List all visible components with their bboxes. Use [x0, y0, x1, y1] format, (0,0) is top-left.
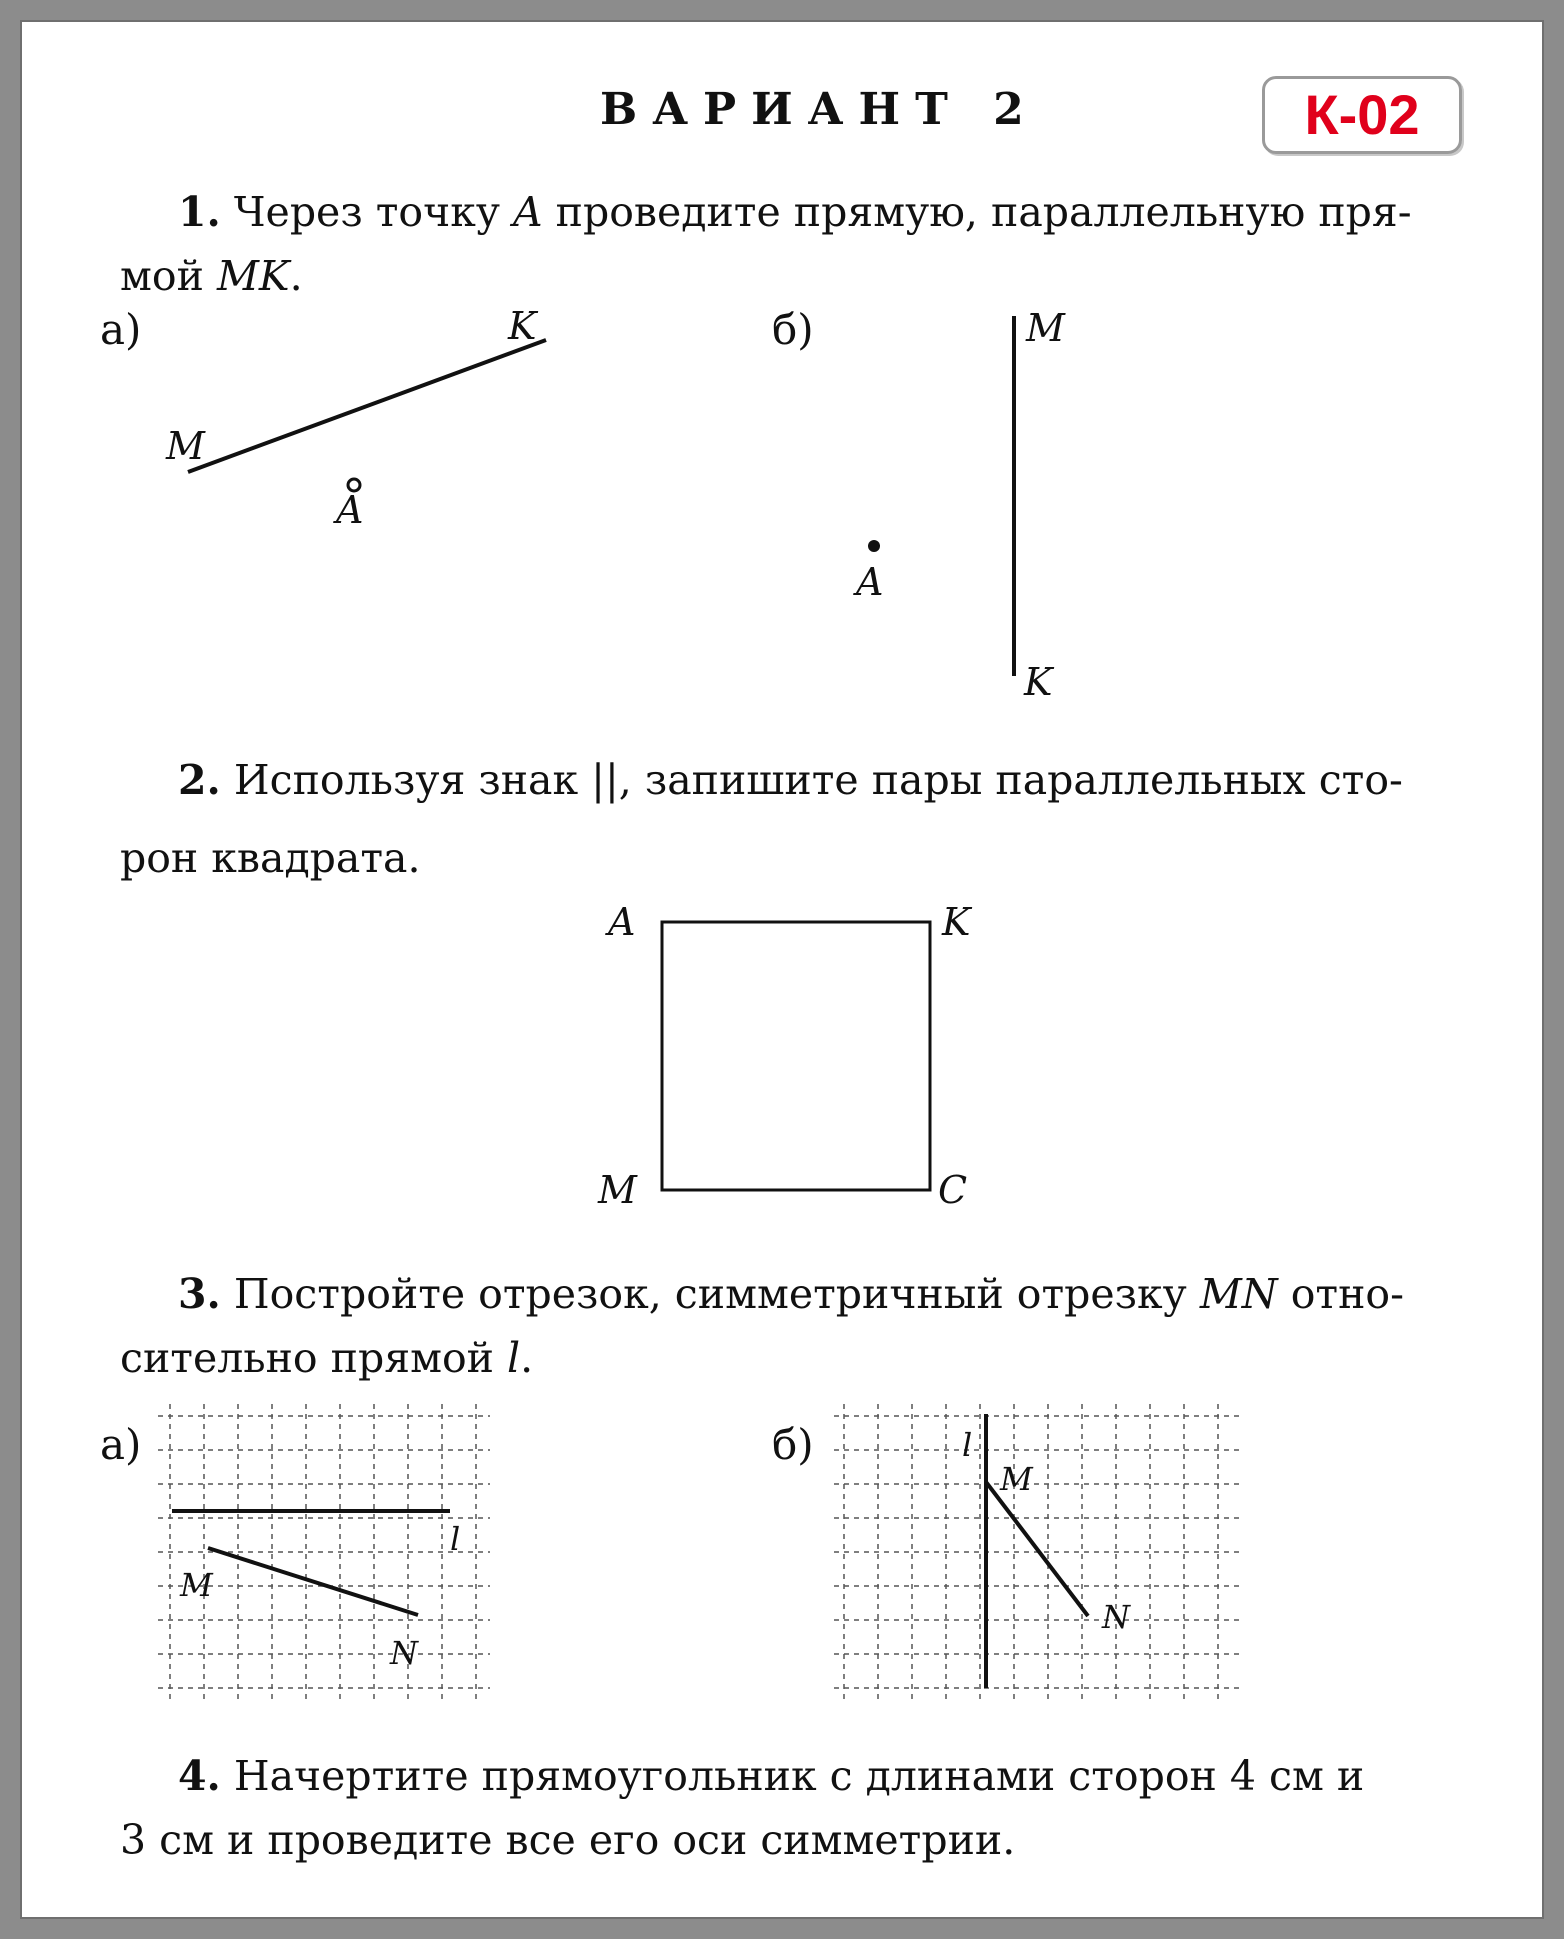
task-3b-label-n: N [1102, 1598, 1130, 1636]
task-3a-grid [158, 1404, 490, 1700]
task-3a-label-l: l [450, 1520, 461, 1558]
task-1-part-b: б) [772, 305, 814, 354]
task-3-number: 3. [178, 1270, 221, 1318]
task-2-square [662, 922, 930, 1190]
task-3a-label-m: M [180, 1566, 213, 1604]
task-1b-point-a [868, 540, 880, 552]
task-3b-segment-mn [986, 1482, 1088, 1616]
task-4-number: 4. [178, 1752, 221, 1800]
variant-title: ВАРИАНТ 2 [600, 84, 1039, 135]
parallel-sign: || [591, 756, 619, 804]
task-1a-line-mk [188, 340, 546, 472]
task-1a-label-a: A [336, 488, 364, 532]
task-1-text: 1. Через точку A проведите прямую, параллельную пря- мой MK. [120, 188, 1412, 300]
worksheet-page [20, 20, 1544, 1919]
task-1b-label-k: K [1024, 660, 1053, 704]
task-3-part-b: б) [772, 1420, 814, 1469]
figures-canvas [20, 20, 1544, 1919]
task-2-label-a: A [608, 900, 636, 944]
task-3a-label-n: N [390, 1634, 418, 1672]
task-4-text: 4. Начертите прямоугольник с длинами сторон 4 см и 3 см и проведите все его оси симметрии. [120, 1752, 1365, 1864]
task-3-part-a: а) [100, 1420, 142, 1469]
task-2-label-c: C [938, 1168, 968, 1212]
task-1a-label-k: K [508, 304, 537, 348]
task-2-label-m: M [598, 1168, 637, 1212]
task-2-number: 2. [178, 756, 221, 804]
task-2-text: 2. Используя знак ||, запишите пары параллельных сто- рон квадрата. [120, 756, 1403, 882]
task-1b-label-a: A [856, 560, 884, 604]
task-2-label-k: K [942, 900, 971, 944]
task-1b-label-m: M [1026, 306, 1065, 350]
task-1-part-a: а) [100, 305, 142, 354]
variant-badge: К-02 [1262, 76, 1462, 154]
task-1a-label-m: M [166, 424, 205, 468]
task-3a-segment-mn [208, 1548, 418, 1615]
task-3b-label-m: M [1000, 1460, 1033, 1498]
task-3-text: 3. Постройте отрезок, симметричный отрезку MN отно- сительно прямой l. [120, 1270, 1404, 1382]
task-3b-label-l: l [962, 1426, 973, 1464]
task-1-number: 1. [178, 188, 221, 236]
